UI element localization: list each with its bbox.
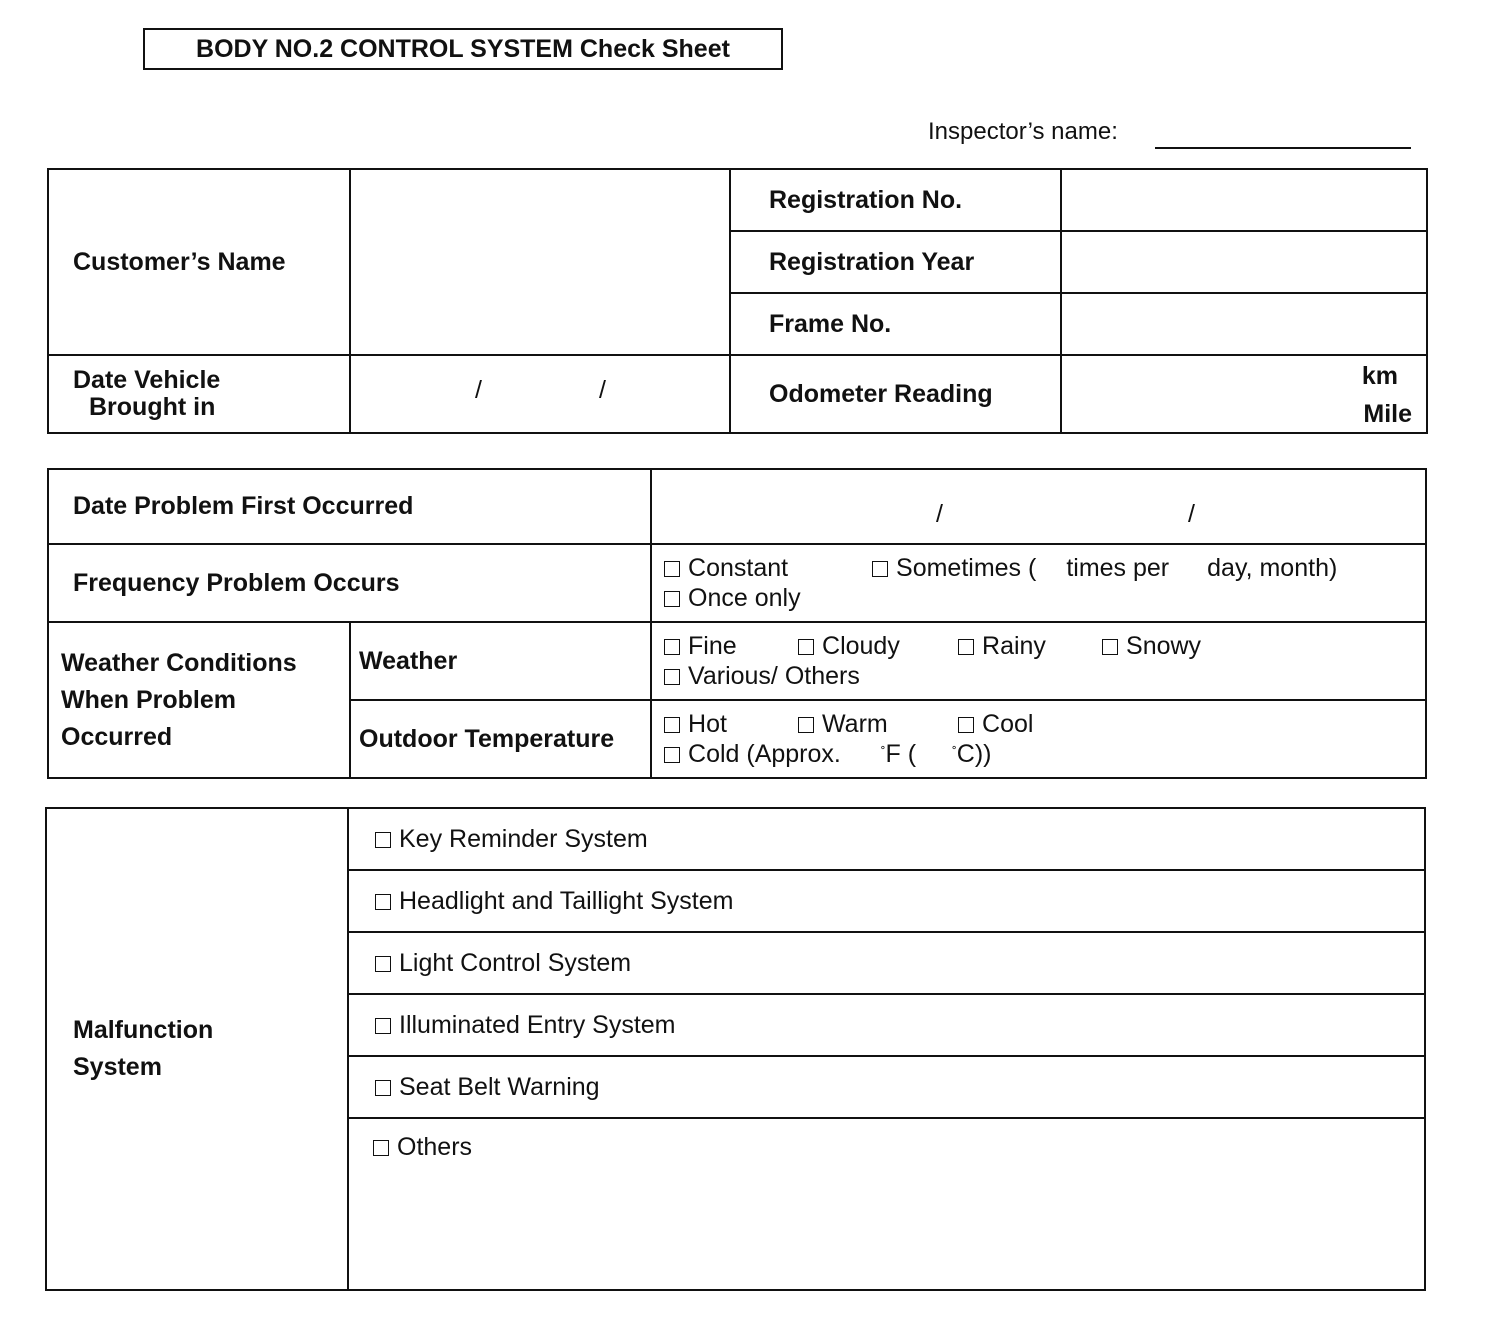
system-item-light-control[interactable]: Light Control System (348, 932, 1425, 994)
checkbox[interactable] (375, 1018, 391, 1034)
freq-once-option[interactable]: Once only (664, 583, 801, 613)
system-item-others[interactable]: Others (348, 1118, 1425, 1290)
problem-conditions-table (47, 468, 1427, 779)
registration-no-field[interactable] (1061, 169, 1427, 231)
temp-cool-option[interactable]: Cool (958, 709, 1033, 739)
checkbox[interactable] (1102, 639, 1118, 655)
checkbox[interactable] (664, 561, 680, 577)
temp-cold-option[interactable]: Cold (Approx. (664, 739, 841, 769)
freq-times-per: times per (1066, 554, 1170, 582)
sheet-title (143, 28, 783, 70)
weather-conditions-label: Weather Conditions When Problem Occurred (48, 622, 350, 778)
checkbox[interactable] (664, 591, 680, 607)
temp-warm-option[interactable]: Warm (798, 709, 958, 739)
freq-day-month: day, month) (1207, 554, 1338, 582)
date-sep-1: / (475, 376, 482, 404)
frame-no-field[interactable] (1061, 293, 1427, 355)
date-sep-2: / (599, 376, 606, 404)
inspector-name-field[interactable] (1155, 147, 1411, 149)
freq-sometimes-option[interactable]: Sometimes ( (872, 553, 1036, 583)
system-item-seat-belt-warning[interactable]: Seat Belt Warning (348, 1056, 1425, 1118)
weather-options (651, 622, 1426, 700)
malfunction-system-table (45, 807, 1426, 1291)
unit-mile: Mile (1363, 400, 1412, 428)
checkbox[interactable] (664, 639, 680, 655)
registration-no-label: Registration No. (730, 169, 1061, 231)
checkbox[interactable] (375, 956, 391, 972)
frame-no-label: Frame No. (730, 293, 1061, 355)
weather-fine-option[interactable]: Fine (664, 631, 798, 661)
checkbox[interactable] (375, 894, 391, 910)
checkbox[interactable] (375, 832, 391, 848)
weather-various-option[interactable]: Various/ Others (664, 661, 860, 691)
outdoor-temperature-label: Outdoor Temperature (350, 700, 651, 778)
weather-cloudy-option[interactable]: Cloudy (798, 631, 958, 661)
temperature-options (651, 700, 1426, 778)
temp-hot-option[interactable]: Hot (664, 709, 798, 739)
unit-km: km (1361, 362, 1398, 390)
weather-snowy-option[interactable]: Snowy (1102, 631, 1201, 661)
checkbox[interactable] (373, 1140, 389, 1156)
sheet-title-text: BODY NO.2 CONTROL SYSTEM Check Sheet (196, 34, 730, 63)
checkbox[interactable] (872, 561, 888, 577)
odometer-label: Odometer Reading (730, 355, 1061, 433)
system-item-key-reminder[interactable]: Key Reminder System (348, 808, 1425, 870)
checkbox[interactable] (958, 717, 974, 733)
malfunction-system-label: Malfunction System (46, 808, 348, 1290)
date-first-occurred-field[interactable] (651, 469, 1426, 544)
customer-name-field[interactable] (350, 169, 730, 355)
frequency-options (651, 544, 1426, 622)
registration-year-field[interactable] (1061, 231, 1427, 293)
temp-fahrenheit: ˚F ( (880, 740, 917, 768)
registration-year-label: Registration Year (730, 231, 1061, 293)
checkbox[interactable] (664, 717, 680, 733)
checkbox[interactable] (798, 717, 814, 733)
checkbox[interactable] (375, 1080, 391, 1096)
inspector-name-label: Inspector’s name: (928, 118, 1118, 145)
date-first-occurred-label: Date Problem First Occurred (48, 469, 651, 544)
checkbox[interactable] (798, 639, 814, 655)
checkbox[interactable] (664, 669, 680, 685)
vehicle-info-table (47, 168, 1428, 434)
odometer-field[interactable] (1061, 355, 1427, 433)
date-brought-label: Date Vehicle Brought in (48, 355, 350, 433)
date-first-sep-1: / (936, 500, 943, 528)
system-item-illuminated-entry[interactable]: Illuminated Entry System (348, 994, 1425, 1056)
freq-constant-option[interactable]: Constant (664, 553, 872, 583)
temp-celsius: ˚C)) (952, 740, 992, 768)
date-first-sep-2: / (1188, 500, 1195, 528)
customer-name-label: Customer’s Name (48, 169, 350, 355)
checkbox[interactable] (958, 639, 974, 655)
date-brought-field[interactable] (350, 355, 730, 433)
weather-rainy-option[interactable]: Rainy (958, 631, 1102, 661)
checkbox[interactable] (664, 747, 680, 763)
frequency-label: Frequency Problem Occurs (48, 544, 651, 622)
system-item-headlight-taillight[interactable]: Headlight and Taillight System (348, 870, 1425, 932)
weather-label: Weather (350, 622, 651, 700)
